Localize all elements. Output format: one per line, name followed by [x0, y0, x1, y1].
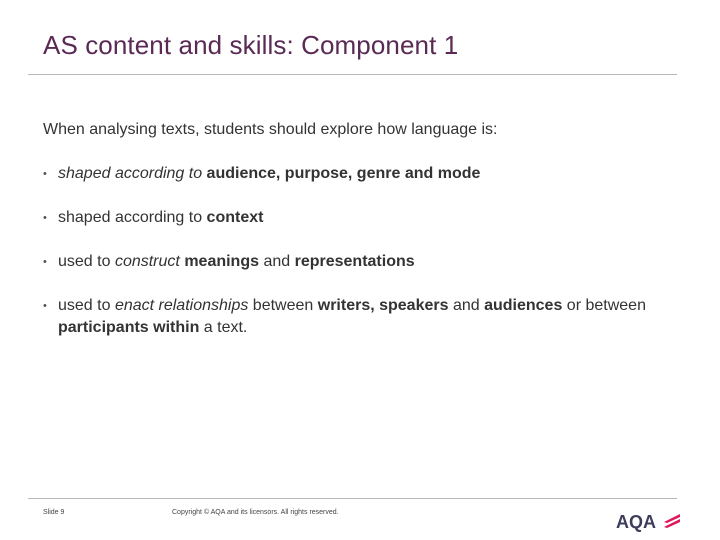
bullet-dot: • — [43, 212, 47, 224]
slide-number: Slide 9 — [43, 509, 65, 516]
bullet-run: audience, purpose, genre and mode — [206, 165, 481, 182]
bullet-run: participants within — [58, 319, 200, 336]
bullet-item — [43, 207, 683, 229]
footer-divider — [28, 498, 677, 499]
logo-text: AQA — [616, 512, 656, 532]
bullet-text — [58, 253, 415, 270]
bullet-run: and — [259, 253, 295, 270]
bullet-run: writers, speakers — [317, 297, 449, 314]
bullet-dot: • — [43, 256, 47, 268]
bullet-run: representations — [294, 253, 415, 270]
bullet-run: meanings — [184, 253, 259, 270]
bullet-dot: • — [43, 300, 47, 312]
bullet-run: construct — [114, 253, 180, 270]
slide-title: AS content and skills: Component 1 — [43, 30, 459, 60]
bullet-text — [58, 165, 480, 182]
logo-accent-icon — [664, 514, 680, 528]
intro-text: When analysing texts, students should explore how language is: — [43, 121, 498, 138]
bullet-item — [43, 295, 683, 339]
bullet-run: between — [248, 297, 318, 314]
copyright-notice: Copyright © AQA and its licensors. All rights reserved. — [172, 509, 339, 516]
bullet-text — [58, 297, 646, 336]
bullet-run: used to — [58, 253, 115, 270]
bullet-run: used to — [58, 297, 115, 314]
bullet-run: audiences — [484, 297, 563, 314]
bullet-dot: • — [43, 168, 47, 180]
bullet-list — [43, 163, 683, 361]
title-divider — [28, 74, 677, 75]
bullet-run: context — [206, 209, 264, 226]
bullet-run: a text. — [199, 319, 248, 336]
bullet-run: shaped according to — [58, 209, 207, 226]
aqa-logo — [614, 508, 684, 532]
bullet-run: enact relationships — [114, 297, 249, 314]
bullet-item — [43, 163, 683, 185]
bullet-run: or between — [562, 297, 646, 314]
bullet-run: and — [448, 297, 485, 314]
bullet-text — [58, 209, 263, 226]
bullet-run: shaped according to — [58, 165, 207, 182]
bullet-item — [43, 251, 683, 273]
